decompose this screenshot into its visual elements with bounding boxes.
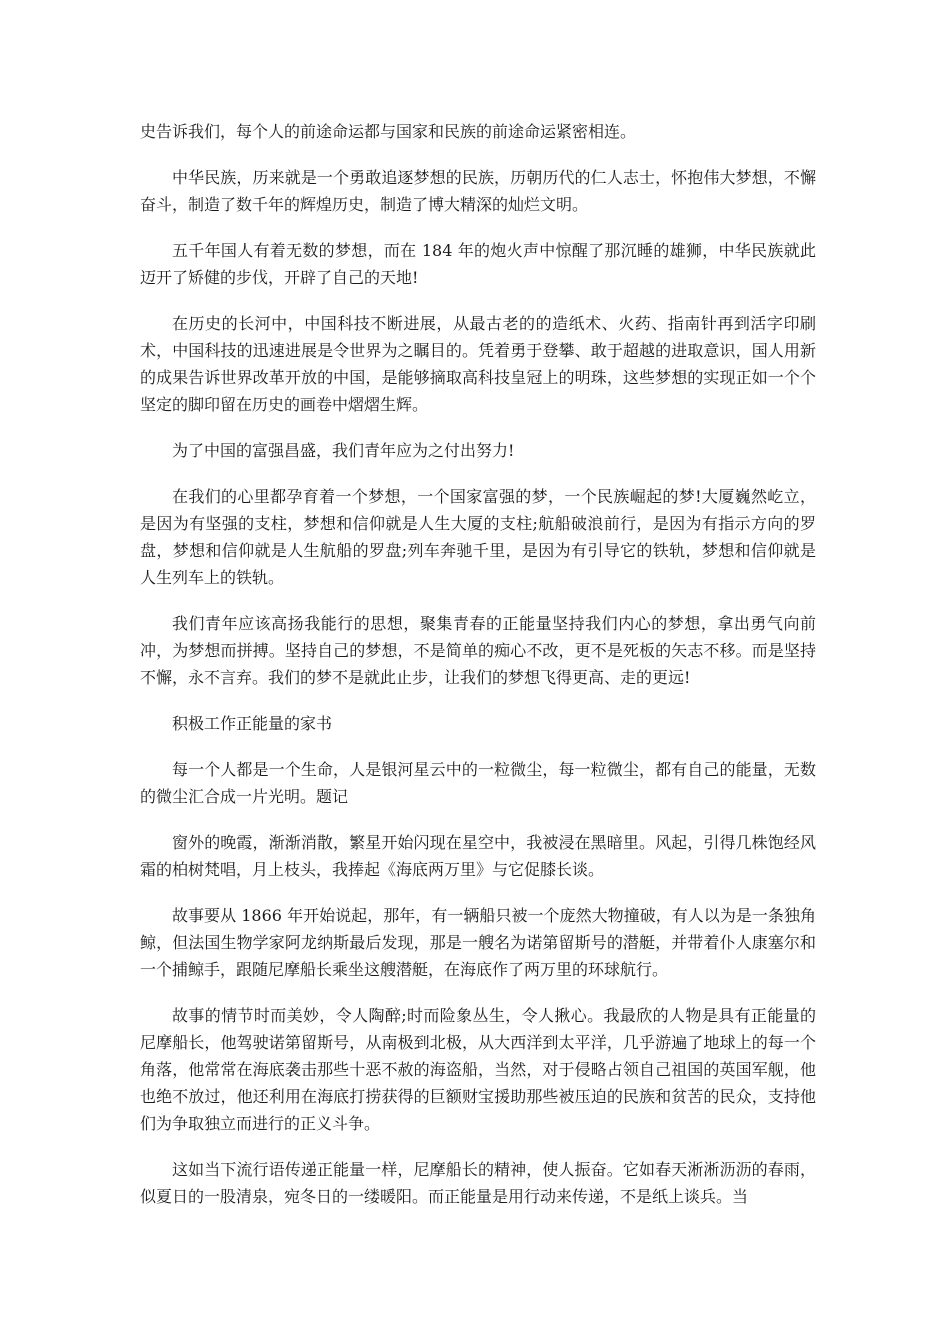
paragraph-4: 在历史的长河中，中国科技不断进展，从最古老的的造纸术、火药、指南针再到活字印刷术，中国科技的迅速进展是令世界为之瞩目的。凭着勇于登攀、敢于超越的进取意识，国人用新的成果告诉世界改革开放的中国，是能够摘取高科技皇冠上的明珠，这些梦想的实现正如一个个坚定的脚印留在历史的画卷中熠熠生辉。 bbox=[140, 314, 816, 414]
paragraph-10: 窗外的晚霞，渐渐消散，繁星开始闪现在星空中，我被浸在黑暗里。风起，引得几株饱经风霜的柏树梵唱，月上枝头，我捧起《海底两万里》与它促膝长谈。 bbox=[140, 833, 816, 879]
document-page bbox=[140, 118, 816, 1229]
section-title: 积极工作正能量的家书 bbox=[172, 714, 333, 733]
paragraph-11: 故事要从 1866 年开始说起，那年，有一辆船只被一个庞然大物撞破，有人以为是一条独角鲸，但法国生物学家阿龙纳斯最后发现，那是一艘名为诺第留斯号的潜艇，并带着仆人康塞尔和一个捕鲸手，跟随尼摩船长乘坐这艘潜艇，在海底作了两万里的环球航行。 bbox=[140, 906, 816, 979]
paragraph-6: 在我们的心里都孕育着一个梦想，一个国家富强的梦，一个民族崛起的梦!大厦巍然屹立，是因为有坚强的支柱，梦想和信仰就是人生大厦的支柱;航船破浪前行，是因为有指示方向的罗盘，梦想和信仰就是人生航船的罗盘;列车奔驰千里，是因为有引导它的铁轨，梦想和信仰就是人生列车上的铁轨。 bbox=[140, 487, 816, 587]
paragraph-5: 为了中国的富强昌盛，我们青年应为之付出努力! bbox=[172, 441, 515, 460]
paragraph-12: 故事的情节时而美妙，令人陶醉;时而险象丛生，令人揪心。我最欣的人物是具有正能量的尼摩船长，他驾驶诺第留斯号，从南极到北极，从大西洋到太平洋，几乎游遍了地球上的每一个角落，他常常在海底袭击那些十恶不赦的海盗船，当然，对于侵略占领自己祖国的英国军舰，他也绝不放过，他还利用在海底打捞获得的巨额财宝援助那些被压迫的民族和贫苦的民众，支持他们为争取独立而进行的正义斗争。 bbox=[140, 1006, 816, 1133]
paragraph-9: 每一个人都是一个生命，人是银河星云中的一粒微尘，每一粒微尘，都有自己的能量，无数的微尘汇合成一片光明。题记 bbox=[140, 760, 816, 806]
paragraph-7: 我们青年应该高扬我能行的思想，聚集青春的正能量坚持我们内心的梦想，拿出勇气向前冲，为梦想而拼搏。坚持自己的梦想，不是简单的痴心不改，更不是死板的矢志不移。而是坚持不懈，永不言弃。我们的梦不是就此止步，让我们的梦想飞得更高、走的更远! bbox=[140, 614, 816, 687]
paragraph-1: 史告诉我们，每个人的前途命运都与国家和民族的前途命运紧密相连。 bbox=[140, 122, 637, 141]
paragraph-2: 中华民族，历来就是一个勇敢追逐梦想的民族，历朝历代的仁人志士，怀抱伟大梦想，不懈奋斗，制造了数千年的辉煌历史，制造了博大精深的灿烂文明。 bbox=[140, 168, 816, 214]
paragraph-3: 五千年国人有着无数的梦想，而在 184 年的炮火声中惊醒了那沉睡的雄狮，中华民族就此迈开了矫健的步伐，开辟了自己的天地! bbox=[140, 241, 816, 287]
paragraph-13: 这如当下流行语传递正能量一样，尼摩船长的精神，使人振奋。它如春天淅淅沥沥的春雨，似夏日的一股清泉，宛冬日的一缕暖阳。而正能量是用行动来传递，不是纸上谈兵。当 bbox=[140, 1160, 816, 1206]
